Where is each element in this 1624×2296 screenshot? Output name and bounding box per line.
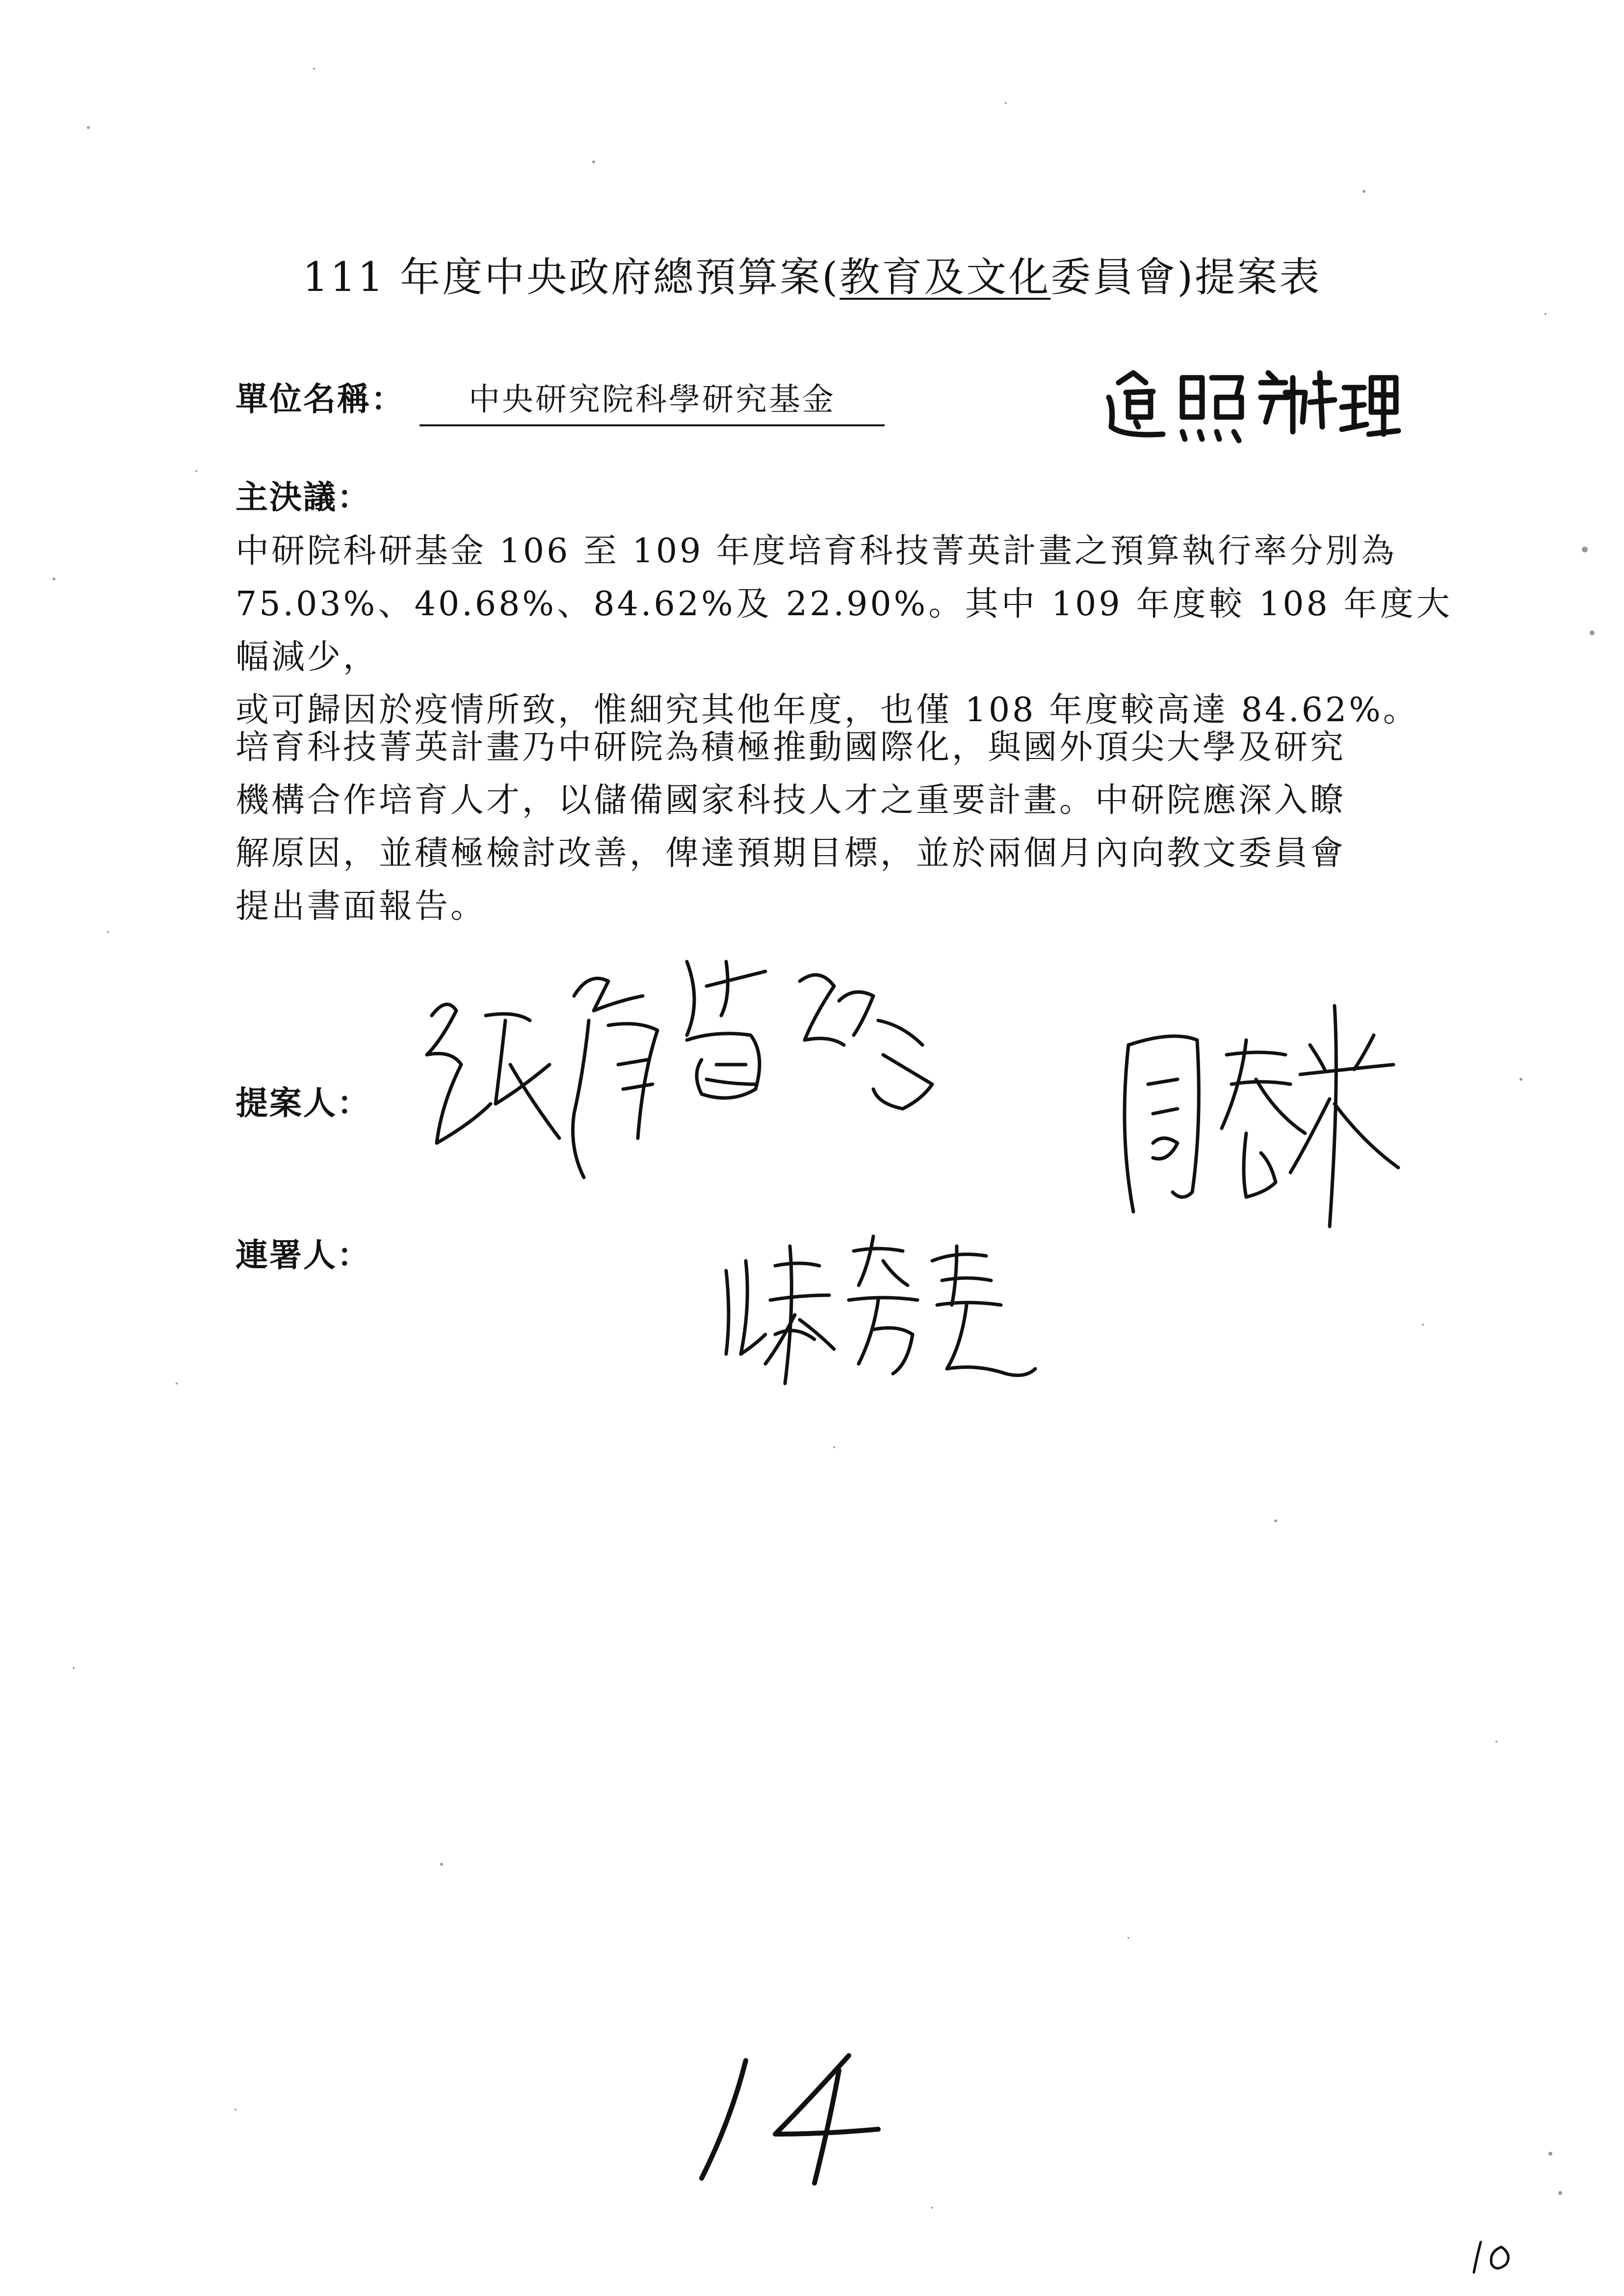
resolution-paragraph-2	[236, 721, 1452, 933]
handwritten-corner-mark	[1467, 2237, 1521, 2276]
resolution-label: 主決議：	[236, 478, 371, 516]
resolution-paragraph-1	[236, 525, 1452, 737]
proposer-signature-1	[412, 942, 1025, 1187]
paragraph-1-line-3: 或可歸因於疫情所致，惟細究其他年度，也僅 108 年度較高達 84.62%。	[236, 691, 1419, 730]
title-suffix: 委員會)提案表	[1050, 254, 1322, 301]
paragraph-1-line-2: 75.03%、40.68%、84.62%及 22.90%。其中 109 年度較 108 年度大幅減少，	[236, 585, 1452, 677]
proposer-label: 提案人：	[236, 1084, 371, 1122]
paragraph-2-line-4: 提出書面報告。	[236, 887, 487, 926]
paragraph-1-line-1: 中研院科研基金 106 至 109 年度培育科技菁英計畫之預算執行率分別為	[236, 532, 1397, 571]
title-committee: 教育及文化	[839, 254, 1051, 301]
proposer-signature-2	[1099, 986, 1423, 1241]
title-prefix: 111 年度中央政府總預算案(	[302, 254, 840, 301]
paragraph-2-line-3: 解原因，並積極檢討改善，俾達預期目標，並於兩個月內向教文委員會	[236, 834, 1346, 873]
unit-row	[236, 373, 885, 426]
cosigner-signature	[711, 1207, 1045, 1413]
paragraph-2-line-2: 機構合作培育人才，以儲備國家科技人才之重要計畫。中研院應深入瞭	[236, 781, 1346, 820]
form-title	[0, 245, 1624, 303]
paragraph-2-line-1: 培育科技菁英計畫乃中研院為積極推動國際化，與國外頂尖大學及研究	[236, 728, 1346, 767]
handwritten-approval-note	[1099, 353, 1403, 451]
handwritten-page-number	[687, 2051, 893, 2198]
unit-label: 單位名稱：	[236, 380, 405, 418]
unit-value: 中央研究院科學研究基金	[419, 374, 885, 426]
cosigner-label: 連署人：	[236, 1236, 371, 1274]
